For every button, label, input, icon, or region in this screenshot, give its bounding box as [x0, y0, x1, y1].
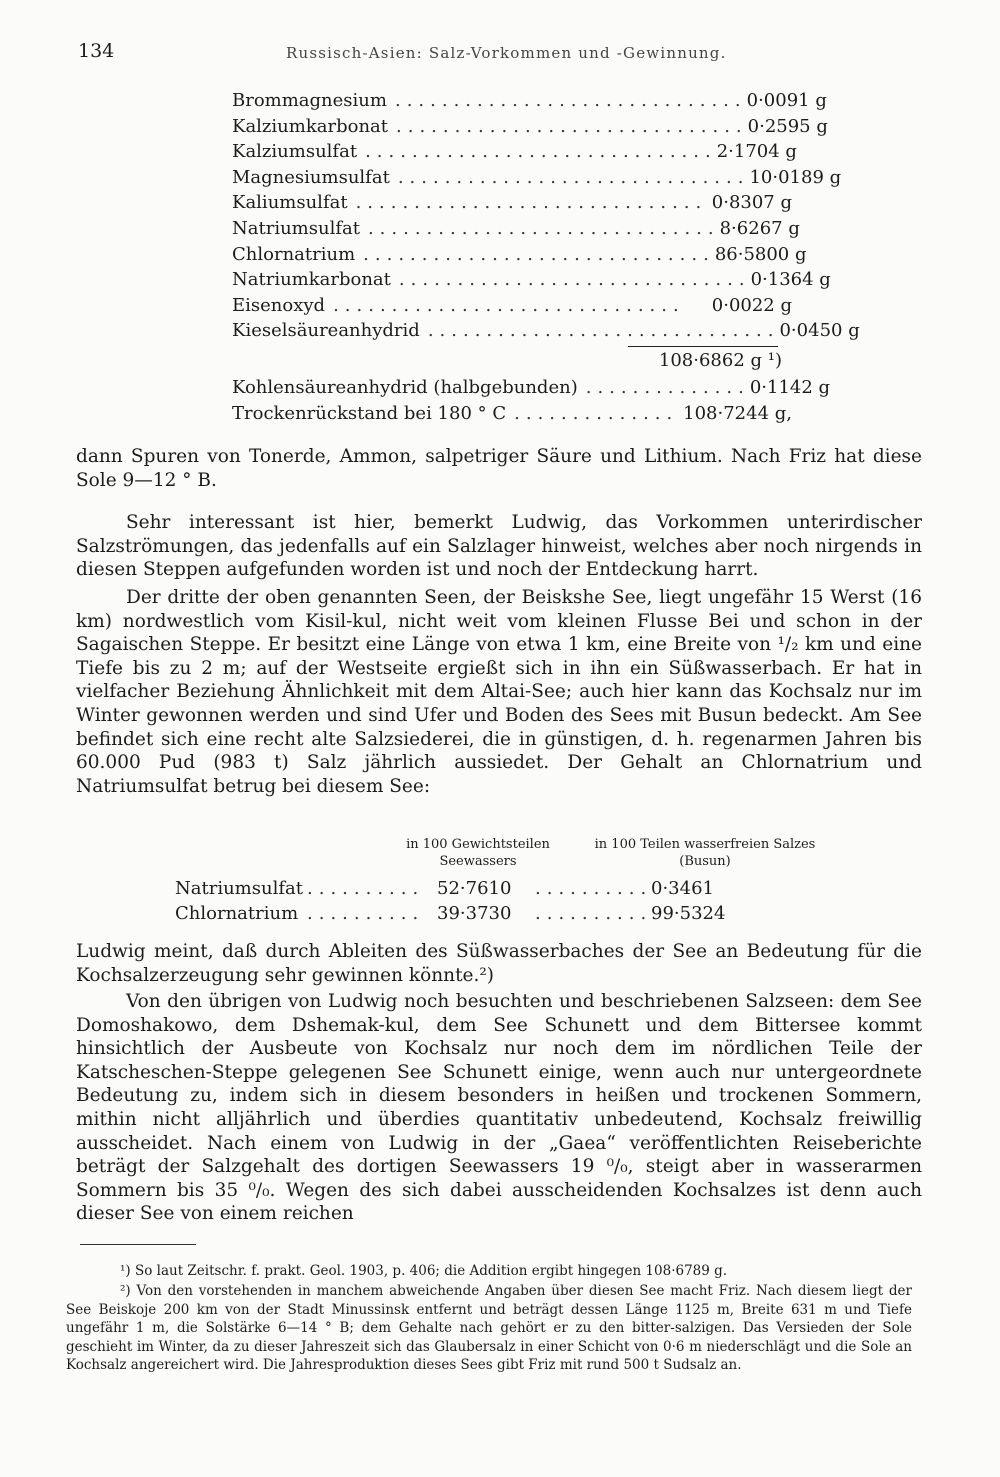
leader-dots: ..............................	[355, 192, 708, 214]
leader-dots: ..............................	[367, 217, 720, 239]
table-header	[175, 836, 825, 876]
compound-value: 10·0189 g	[749, 166, 842, 188]
compound-name: Chlornatrium	[232, 243, 356, 265]
leader-dots: ..............................	[365, 141, 717, 163]
paragraph: Sehr interessant ist hier, bemerkt Ludwig, das Vorkommen unterirdischer Salzströmungen, das jedenfalls auf ein Salzlager hinweist, welches aber noch nirgends in diesen Steppen aufgefunden worden ist und noch der Entdeckung harrt.	[76, 512, 922, 581]
composition-row	[232, 216, 800, 242]
running-head: Russisch-Asien: Salz-Vorkommen und -Gewinnung.	[286, 44, 727, 62]
compound-value: 0·8307 g	[711, 192, 792, 214]
footnote: ²) Von den vorstehenden in manchem abweichende Angaben über diesen See macht Friz. Nach diesem liegt der See Beiskoje 200 km von der Stadt Minussinsk entfernt und beträgt dessen Länge 1125 m, Breite 631 m und Tiefe ungefähr 1 m, die Solstärke 6—14 ° B; dem Gehalte nach gehört er zu den bitter-salzigen. Das Versieden der Sole geschieht im Winter, da zu dieser Jahreszeit sich das Glaubersalz in einer Schicht von 0·6 m niederschlägt und die Sole an Kochsalz angereichert wird. Die Jahresproduktion dieses Sees gibt Friz mit rund 500 t Sudsalz an.	[66, 1283, 912, 1374]
leader-dots: ..............................	[333, 294, 685, 316]
leader-dots: ..............................	[394, 90, 747, 111]
composition-row	[232, 267, 831, 293]
composition-table	[232, 88, 860, 426]
footnote-rule	[80, 1244, 196, 1245]
composition-row	[232, 114, 828, 140]
composition-row	[232, 293, 792, 319]
compound-name: Magnesiumsulfat	[232, 166, 390, 188]
leader-dots: ..............................	[398, 269, 751, 291]
compound-value: 0·1142 g	[749, 376, 831, 398]
compound-name: Eisenoxyd	[232, 294, 326, 316]
column-header: in 100 Gewichtsteilen Seewassers	[406, 837, 550, 869]
compound-value: 86·5800 g	[714, 243, 807, 265]
page-header	[78, 40, 928, 72]
salt-content-table	[175, 836, 825, 926]
compound-value: 0·0450 g	[779, 320, 860, 342]
cell-value: 39·3730	[437, 903, 512, 924]
footnote: ¹) So laut Zeitschr. f. prakt. Geol. 1903, p. 406; die Addition ergibt hingegen 108·6789 g.	[120, 1263, 728, 1279]
composition-row	[232, 139, 797, 165]
row-label: Natriumsulfat	[175, 878, 303, 899]
compound-name: Trockenrückstand bei 180 ° C	[232, 402, 507, 424]
leader-dots: ..............................	[363, 243, 715, 265]
compound-name: Kieselsäureanhydrid	[232, 320, 420, 342]
composition-row	[232, 318, 860, 344]
compound-value: 0·2595 g	[747, 115, 828, 137]
compound-value: 0·0022 g	[711, 294, 792, 316]
compound-value: 2·1704 g	[716, 141, 797, 163]
paragraph: dann Spuren von Tonerde, Ammon, salpetriger Säure und Lithium. Nach Friz hat diese Sole 9—12 ° B.	[76, 446, 922, 491]
leader-dots: ..........	[535, 903, 653, 924]
cell-value: 99·5324	[651, 903, 726, 924]
column-header: in 100 Teilen wasserfreien Salzes (Busun)	[594, 837, 816, 869]
compound-name: Brommagnesium	[232, 90, 387, 111]
row-label: Chlornatrium	[175, 903, 299, 924]
compound-value: 0·1364 g	[750, 269, 831, 291]
compound-value: 0·0091 g	[746, 90, 827, 111]
leader-dots: ..............	[585, 376, 750, 398]
composition-row	[232, 242, 807, 268]
leader-dots: ..............................	[396, 115, 748, 137]
table-row	[175, 876, 825, 901]
page-number: 134	[78, 40, 115, 62]
compound-name: Natriumsulfat	[232, 217, 360, 239]
paragraph: Der dritte der oben genannten Seen, der Beiskshe See, liegt ungefähr 15 Werst (16 km) nordwestlich vom Kisil-kul, nicht weit vom kleinen Flusse Bei und schon in der Sagaischen Steppe. Er besitzt eine Länge von etwa 1 km, eine Breite von ¹/₂ km und eine Tiefe bis zu 2 m; auf der Westseite ergießt sich in ihn ein Süßwasserbach. Er hat in vielfacher Beziehung Ähnlichkeit mit dem Altai-See; auch hier kann das Kochsalz nur im Winter gewonnen werden und sind Ufer und Boden des Sees mit Busun bedeckt. Am See befindet sich eine recht alte Salzsiederei, die in günstigen, d. h. regenarmen Jahren bis 60.000 Pud (983 t) Salz jährlich aussiedet. Der Gehalt an Chlornatrium und Natriumsulfat betrug bei diesem See:	[76, 587, 922, 797]
compound-name: Kalziumkarbonat	[232, 115, 388, 137]
paragraph: Ludwig meint, daß durch Ableiten des Süßwasserbaches der See an Bedeutung für die Kochsalzerzeugung sehr gewinnen könnte.²)	[76, 941, 922, 986]
cell-value: 0·3461	[651, 878, 714, 899]
leader-dots: ..........	[307, 903, 425, 924]
compound-value: 108·7244 g,	[683, 402, 792, 424]
table-row	[175, 901, 825, 926]
composition-row	[232, 401, 792, 427]
cell-value: 52·7610	[437, 878, 512, 899]
leader-dots: ..............................	[427, 320, 780, 342]
compound-value: 8·6267 g	[719, 217, 800, 239]
compound-name: Kaliumsulfat	[232, 192, 348, 214]
paragraph: Von den übrigen von Ludwig noch besuchten und beschriebenen Salzseen: dem See Domoshakowo, dem Dshemak-kul, dem See Schunett und dem Bittersee kommt hinsichtlich der Ausbeute von Kochsalz nur noch dem im nördlichen Teile der Katscheschen-Steppe gelegenen See Schunett einige, wenn auch nur untergeordnete Bedeutung zu, indem sich in diesem besonders in heißen und trockenen Sommern, mithin nicht alljährlich und überdies quantitativ unbedeutend, Kochsalz freiwillig ausscheidet. Nach einem von Ludwig in der „Gaea“ veröffentlichten Reiseberichte beträgt der Salzgehalt des dortigen Seewassers 19 ⁰/₀, steigt aber in wasserarmen Sommern bis 35 ⁰/₀. Wegen des sich dabei ausscheidenden Kochsalzes ist denn auch dieser See von einem reichen	[76, 991, 922, 1225]
composition-row	[232, 190, 792, 216]
compound-name: Natriumkarbonat	[232, 269, 391, 291]
leader-dots: ..............	[514, 402, 679, 424]
leader-dots: ..........	[307, 878, 425, 899]
compound-name: Kohlensäureanhydrid (halbgebunden)	[232, 376, 578, 398]
composition-row	[232, 88, 827, 114]
composition-row	[232, 165, 842, 191]
composition-row	[232, 375, 831, 401]
compound-name: Kalziumsulfat	[232, 141, 358, 163]
leader-dots: ..............................	[397, 166, 750, 188]
composition-sum: 108·6862 g ¹)	[658, 349, 782, 371]
leader-dots: ..........	[535, 878, 653, 899]
